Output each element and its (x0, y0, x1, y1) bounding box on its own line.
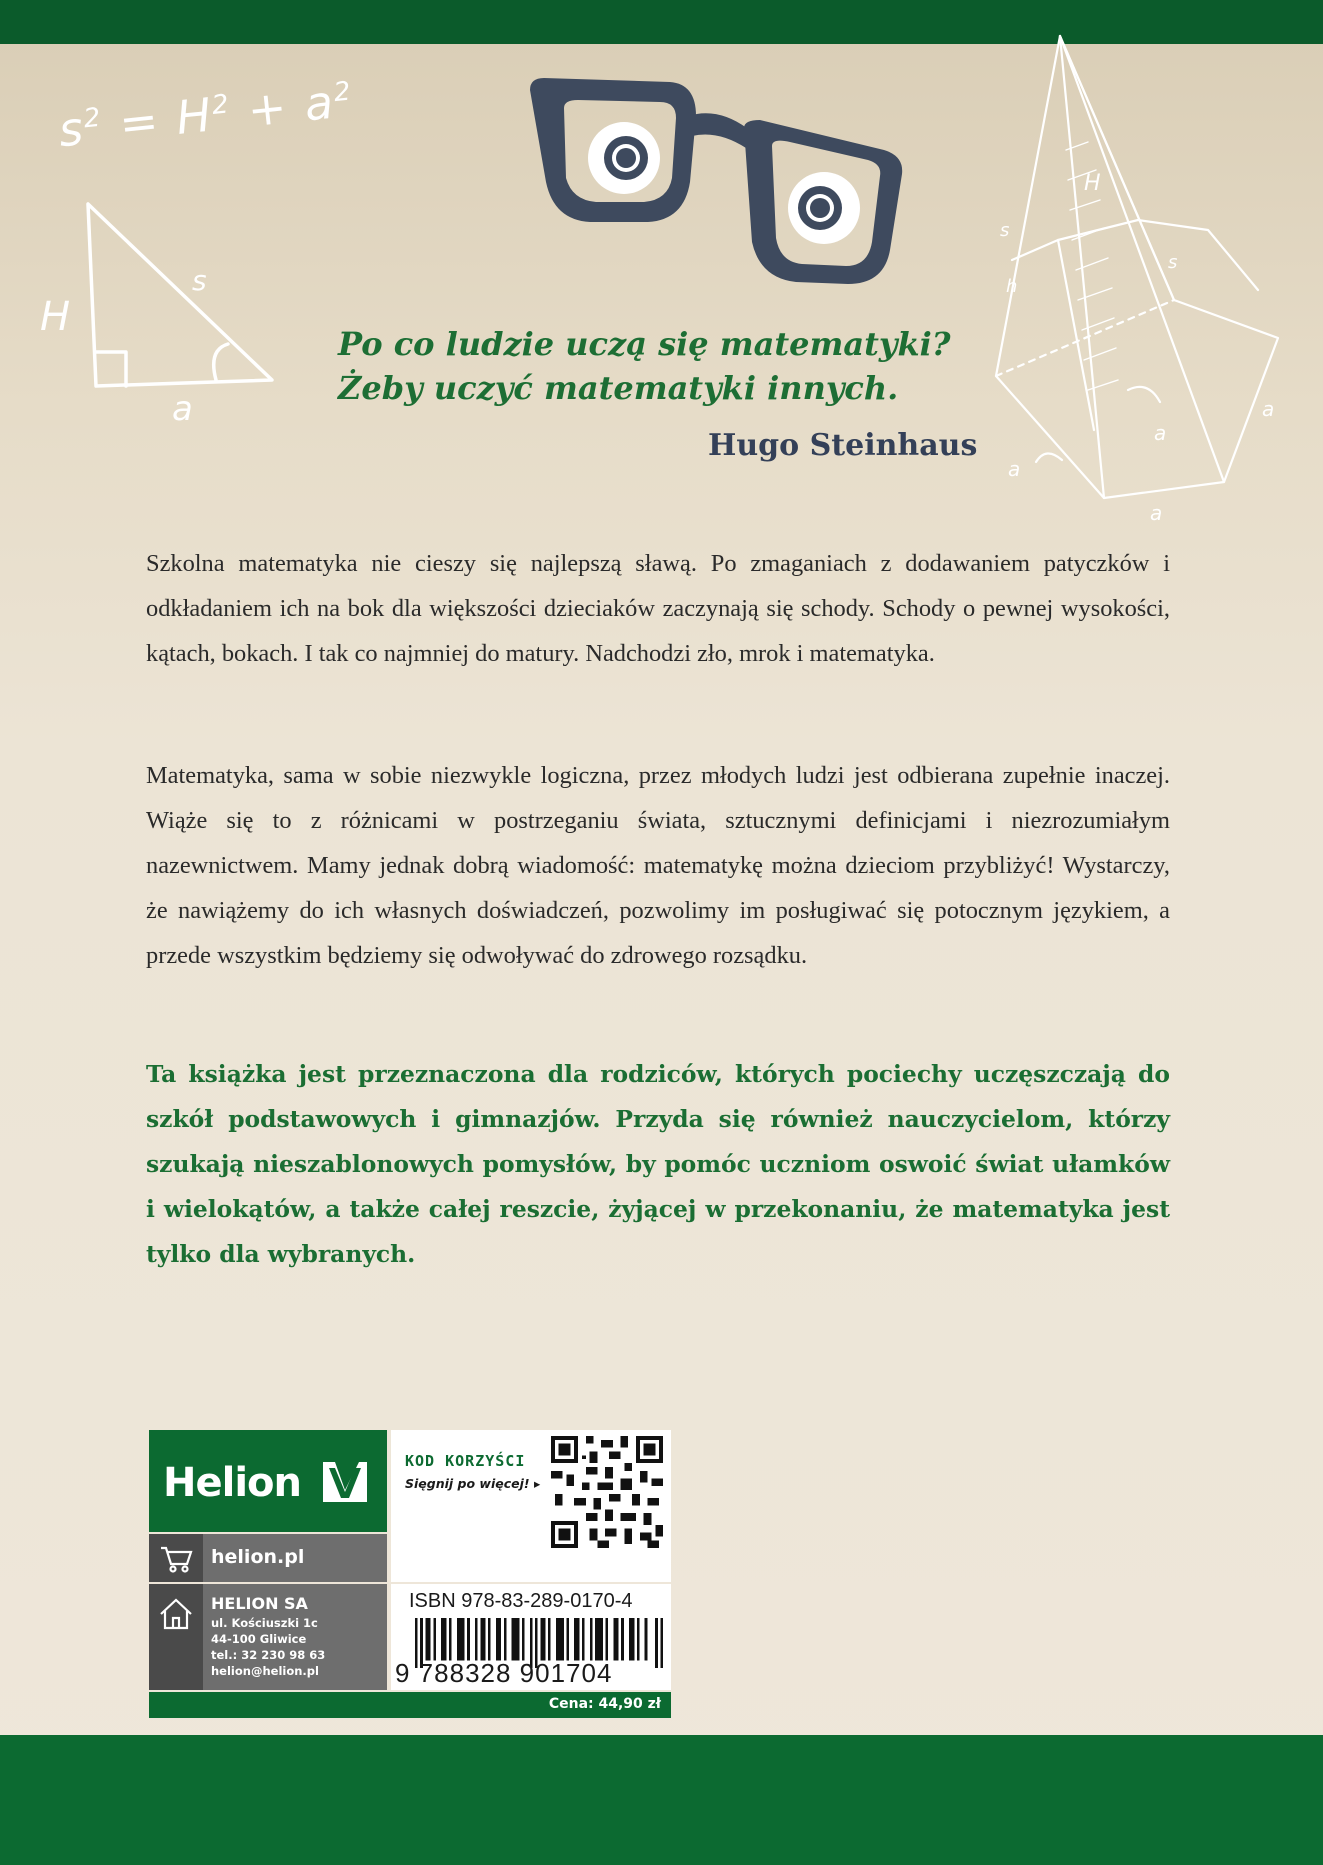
isbn-label: ISBN 978-83-289-0170-4 (409, 1590, 633, 1612)
home-icon (149, 1584, 203, 1690)
quote-line-2: Żeby uczyć matematyki innych. (338, 369, 899, 407)
svg-text:H: H (1084, 171, 1101, 196)
paragraph-description: Matematyka, sama w sobie niezwykle logiczna, przez młodych ludzi jest odbierana zupełnie inaczej. Wiąże się to z różnicami w postrzeganiu świata, sztucznymi definicjami i niezrozumiałym nazewnictwem. Mamy jednak dobrą wiadomość: matematykę można dzieciom przybliżyć! Wystarczy, że nawiążemy do ich własnych doświadczeń, pozwolimy im posługiwać się potocznym językiem, a przede wszystkim będziemy się odwoływać do zdrowego rozsądku. (146, 762, 1170, 969)
publisher-city: 44-100 Gliwice (211, 1632, 307, 1646)
publisher-block (147, 1428, 673, 1718)
website-row (149, 1534, 387, 1582)
svg-text:a: a (1150, 501, 1163, 525)
svg-text:a: a (172, 389, 193, 429)
address-row (149, 1584, 387, 1690)
kod-subtitle: Sięgnij po więcej! ▸ (405, 1476, 541, 1491)
svg-text:H: H (40, 294, 71, 340)
helion-mark-icon (321, 1458, 369, 1504)
barcode-number: 9 788328 901704 (395, 1658, 613, 1688)
kod-korzysci-box (391, 1430, 671, 1582)
formula-handwritten: $s^2 = H^2 + a^2$ (55, 74, 354, 158)
publisher-phone: tel.: 32 230 98 63 (211, 1648, 326, 1662)
svg-text:s: s (192, 264, 207, 297)
triangle-drawing (40, 190, 290, 430)
publisher-email[interactable]: helion@helion.pl (211, 1664, 319, 1678)
quote-author: Hugo Steinhaus (708, 428, 978, 463)
publisher-street: ul. Kościuszki 1c (211, 1616, 318, 1630)
isbn-box (391, 1584, 671, 1690)
bottom-green-band (0, 1735, 1323, 1865)
price-bar (149, 1692, 671, 1718)
paragraph-audience: Ta książka jest przeznaczona dla rodziców, których pociechy uczęszczają do szkół podstawowych i gimnazjów. Przyda się również nauczycielom, którzy szukają nieszablonowych pomysłów, by pomóc uczniom oswoić świat ułamków i wielokątów, a także całej reszcie, żyjącej w przekonaniu, że matematyka jest tylko dla wybranych. (146, 1060, 1170, 1268)
quote-line-1: Po co ludzie uczą się matematyki? (338, 325, 951, 363)
cart-icon (149, 1534, 203, 1582)
kod-title: KOD KORZYŚCI (405, 1452, 526, 1470)
qr-code-icon[interactable] (551, 1436, 663, 1548)
svg-text:s: s (1000, 220, 1010, 241)
helion-logo-text: Helion (163, 1460, 301, 1506)
svg-text:a: a (1154, 421, 1167, 445)
publisher-name: HELION SA (211, 1594, 308, 1613)
glasses-illustration (520, 70, 910, 300)
quote-block (338, 322, 1038, 410)
website-link[interactable]: helion.pl (211, 1546, 305, 1568)
paragraph-intro: Szkolna matematyka nie cieszy się najlepszą sławą. Po zmaganiach z dodawaniem patyczków i odkładaniem ich na bok dla większości dzieciaków zaczynają się schody. Schody o pewnej wysokości, kątach, bokach. I tak co najmniej do matury. Nadchodzi zło, mrok i matematyka. (146, 550, 1170, 667)
svg-text:s: s (1168, 252, 1178, 273)
svg-text:h: h (1006, 276, 1018, 297)
helion-logo (149, 1430, 387, 1532)
price-label: Cena: 44,90 zł (548, 1696, 661, 1712)
svg-text:a: a (1008, 457, 1021, 481)
pyramid-drawing (978, 30, 1288, 530)
svg-text:a: a (1262, 397, 1275, 421)
